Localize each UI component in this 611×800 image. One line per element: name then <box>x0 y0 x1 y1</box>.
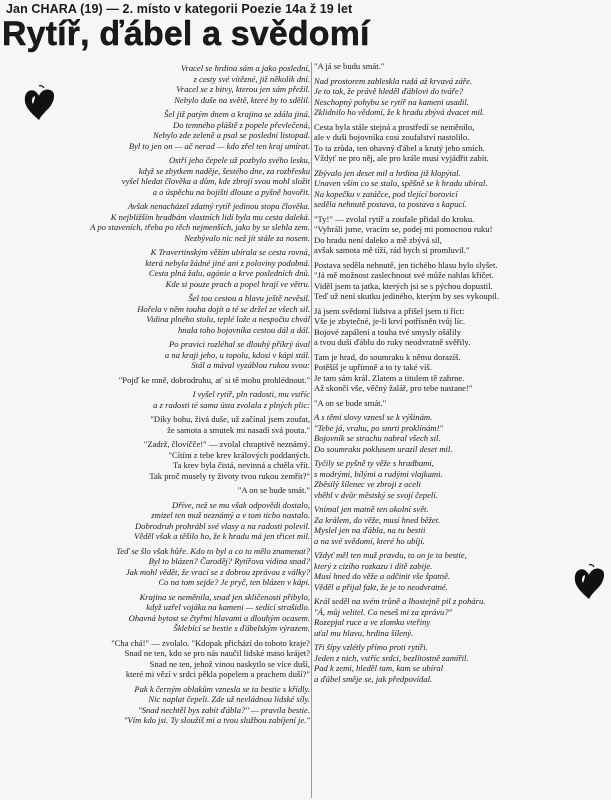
verse-line: I vyšel rytíř, pln radosti, mu vstříc <box>192 389 310 399</box>
verse-line: "Snad nechtěl bys zabít ďábla?" — pravila bestie. <box>138 704 310 715</box>
stanza <box>68 109 310 151</box>
verse-line: Tam je hrad, do soumraku k němu dorazíš. <box>314 351 461 362</box>
verse-line: Král seděl na svém trůně a lhostejně pil z poháru. <box>314 596 486 606</box>
stanza <box>68 247 310 289</box>
stanza <box>314 76 576 118</box>
stanza <box>68 63 310 105</box>
verse-line: Je tam sám král. Zlatem a titulem tě zahrne. <box>314 372 465 383</box>
poem-title: Rytíř, ďábel a svědomí <box>2 15 370 53</box>
stanza <box>314 214 576 256</box>
verse-line: Tři šípy vzlétly přímo proti rytíři. <box>314 642 428 652</box>
verse-line: Zbývalo jen deset mil a hrdina již klopýtal. <box>314 167 461 178</box>
verse-line: Kde si pouze prach a popel hrají ve větru. <box>165 278 310 289</box>
verse-line: "A on se bude smát." <box>314 397 387 408</box>
verse-line: K nejbližším hradbám vlastních lidí byla mu cesta daleká. <box>110 211 310 222</box>
verse-line: Stál a mával vyzáblou rukou svou: <box>191 360 310 370</box>
verse-line: Vracel se hrdina sám a jako poslední, <box>180 63 310 73</box>
verse-line: Avšak nenacházel zdatný rytíř jedinou stopu člověka. <box>127 201 310 211</box>
verse-line: Teď už není skutku jediného, kterým by ses vykoupil. <box>314 291 499 301</box>
verse-line: Snad ne ten, kdo se pro nás naučil lidské maso krájet? <box>124 648 310 658</box>
verse-line: uťal mu hlavu, hrdina šílený. <box>314 627 414 638</box>
stanza <box>68 155 310 197</box>
poem-left-column <box>68 63 310 730</box>
verse-line: Hořela v něm touha dojít a té se držel ze všech sil. <box>137 303 310 314</box>
stanza <box>68 375 310 386</box>
author-byline: Jan CHARA (19) — 2. místo v kategorii Poezie 14a ž 19 let <box>6 2 353 16</box>
verse-line: Šklebící se bestie s ďábelským výrazem. <box>173 623 310 633</box>
verse-line: Šel tou cestou a hlavu ještě nevěsil. <box>188 293 310 303</box>
verse-line: Nebylo zde zeleně a psal se poslední listopad. <box>152 130 310 140</box>
verse-line: Nad prostorem zableskla rudá až krvavá záře. <box>314 75 473 86</box>
verse-line: Ostří jeho čepele už pozbylo svého lesku, <box>168 155 310 165</box>
verse-line: Pad k zemi, hleděl tam, kam se ubíral <box>314 663 444 673</box>
stanza <box>314 61 576 72</box>
verse-line: Viděl jsem ta jatka, kterých jsi se s pýchou dopustil. <box>314 280 493 291</box>
heart-ornament-icon <box>572 563 606 603</box>
verse-line: a o úspěchu na bojišti dlouze a pyšně hovořit. <box>152 186 310 197</box>
stanza <box>314 306 576 348</box>
verse-line: Rozepjal ruce a ve zlomku vteřiny <box>314 617 431 627</box>
verse-line: zmizel ten muž neznámý a v tom ticho nastalo. <box>151 510 310 520</box>
verse-line: Bojovník se strachu nabral všech sil. <box>314 433 441 443</box>
verse-line: Teď se šlo však hůře. Kdo to byl a co to mělo znamenat? <box>116 545 310 556</box>
verse-line: "Vyhráli jsme, vracím se, podej mi pomocnou ruku! <box>314 224 493 234</box>
stanza <box>314 596 576 638</box>
verse-line: Nic naplat čepeli. Zde už nevládnou lidské síly. <box>148 694 310 704</box>
stanza <box>68 339 310 371</box>
verse-line: Co na tom sejde? Je pryč, ten blázen v kápi. <box>158 577 310 587</box>
verse-line: K Travertinským věžím ubírala se cesta rovná, <box>150 247 310 257</box>
verse-line: A po staveních, třeba po těch nejmenších, jako by se slehla zem. <box>90 222 310 232</box>
stanza <box>68 500 310 542</box>
verse-line: vběhl v dvůr městský se svojí čepelí. <box>314 489 438 500</box>
verse-line: které mi vězí v srdci pěkla popelem a prachem duší?" <box>125 669 310 679</box>
verse-line: Krajina se neměnila, snad jen skličenosti přibylo, <box>139 591 310 602</box>
stanza <box>68 638 310 680</box>
verse-line: když se zbytkem naděje, šestého dne, za rozbřesku <box>138 165 310 176</box>
verse-line: Vidina plného stolu, teplé lože a nespočtu chvál <box>146 314 310 324</box>
verse-line: Neschopný pohybu se rytíř na kameni usadil. <box>314 96 469 107</box>
verse-line: Ohavná bytost se čtyřmi hlavami a dlouhým ocasem. <box>128 612 310 623</box>
verse-line: avšak samota mě tíží, rád bych si promluvil." <box>314 245 470 255</box>
verse-line: Cesta plná žalu, agónie a krve posledních dnů. <box>148 268 310 278</box>
verse-line: Zklidnilo ho vědomí, že k hradu zbývá dvacet mil. <box>314 107 485 117</box>
stanza <box>68 201 310 243</box>
verse-line: Dobrodruh prohrábl své vlasy a na radosti polevil. <box>134 520 310 531</box>
column-divider <box>311 62 312 798</box>
stanza <box>314 550 576 592</box>
heart-ornament-icon <box>22 84 56 124</box>
verse-line: ale v duši bojovníka cosi zoufalství nastolilo. <box>314 132 470 142</box>
verse-line: "A on se bude smát." <box>237 485 310 495</box>
verse-line: Snad ne ten, jehož vinou naskytlo se více duší, <box>149 658 310 669</box>
verse-line: "Vím kdo jsi. Ty sloužíš mi a tvou službou zabíjení je." <box>123 715 310 725</box>
verse-line: Byl to blázen? Čaroděj? Rytířova vidina snad? <box>148 556 310 566</box>
verse-line: a na své svědomí, které ho ubíjí. <box>314 535 425 546</box>
verse-line: Tak proč musely ty životy tvou rukou zemřít?" <box>149 470 310 481</box>
verse-line: A s těmi slovy vznesl se k výšinám. <box>314 412 433 422</box>
verse-line: Potěšíš je upřímně a to ty také víš. <box>314 362 432 372</box>
verse-line: s modrými, bílými a rudými vlajkami. <box>314 468 443 479</box>
stanza <box>68 414 310 435</box>
verse-line: Unaven vším co se stalo, spěšně se k hradu ubíral. <box>314 178 488 188</box>
verse-line: "Já mě možnost zaslechnout své může nahlas křičet. <box>314 270 494 280</box>
verse-line: která nebyla žádné jiné ani z poloviny podobná. <box>145 257 310 268</box>
verse-line: Do temného pláště z popele převlečená, <box>173 119 310 130</box>
verse-line: Já jsem svědomí lidstva a přišel jsem ti říct: <box>314 305 465 316</box>
verse-line: "Ty!" — zvolal rytíř a zoufale přidal do kroku. <box>314 213 475 224</box>
verse-line: "Á, můj velitel. Co neseš mi za zprávu?" <box>314 606 453 617</box>
stanza <box>68 546 310 588</box>
verse-line: Ta krev byla čistá, nevinná a chtěla vřít. <box>172 460 310 470</box>
stanza <box>314 412 576 454</box>
stanza <box>68 439 310 481</box>
verse-line: "Cha chá!" — zvolalo. "Kdopak přichází do tohoto kraje? <box>111 637 310 648</box>
verse-line: Vše je zbytečné, je-li krví potřísněn tvůj líc. <box>314 316 466 326</box>
poem-right-column <box>314 61 576 688</box>
verse-line: Věděl a přijal fakt, že je to neodvratné. <box>314 581 448 592</box>
verse-line: "Tebe já, vrahu, po smrti proklínám!" <box>314 422 444 433</box>
verse-line: Jak mohl vědět, že vrací se z dobrou zprávou z války? <box>125 566 310 577</box>
stanza <box>68 684 310 726</box>
stanza <box>314 504 576 546</box>
verse-line: hnala toho bojovníka cestou dál a dál. <box>178 324 310 335</box>
verse-line: Vždyť ne pro něj, ale pro krále musí vyjádřit zabít. <box>314 153 489 163</box>
stanza <box>314 168 576 210</box>
verse-line: Bojové zapálení a touha tvé smysly ošálily <box>314 326 462 337</box>
verse-line: Musí hned do věže a odčinit vše špatně. <box>314 571 451 581</box>
verse-line: "Pojď ke mně, dobrodruhu, ať si tě mohu prohlédnout." <box>118 374 310 385</box>
verse-line: Po pravici rozléhal se dlouhý příkrý úval <box>169 339 310 349</box>
verse-line: "Cítím z tebe krev králových poddaných. <box>168 449 310 460</box>
verse-line: že samota a smutek mi nasadí svá pouta." <box>167 424 310 435</box>
verse-line: Vždyť měl ten muž pravdu, to on je ta bestie, <box>314 550 467 560</box>
stanza <box>314 352 576 394</box>
verse-line: Vracel se z bitvy, kterou jen sám přežil. <box>176 84 310 94</box>
stanza <box>314 260 576 302</box>
stanza <box>314 642 576 684</box>
stanza <box>68 485 310 496</box>
verse-line: "A já se budu smát." <box>314 61 385 71</box>
verse-line: Cesta byla stále stejná a prostředí se neměnilo, <box>314 121 475 132</box>
verse-line: Nezbývalo nic než jít stále za nosem. <box>184 232 310 243</box>
stanza <box>68 389 310 410</box>
verse-line: a z radosti té sama ústa zvolala z plných plic: <box>153 399 310 410</box>
verse-line: Za králem, do věže, musí hned běžet. <box>314 514 441 525</box>
verse-line: Myslel jen na ďábla, na tu bestii <box>314 525 426 535</box>
verse-line: Do soumraku poklusem urazil deset mil. <box>314 443 453 454</box>
verse-line: a na kraji jeho, u topolu, kdosi v kápi stál. <box>164 349 310 360</box>
verse-line: Na kopečku v zatáčce, pod tlející borovicí <box>314 188 458 199</box>
verse-line: Šel již patým dnem a krajina se zdála jiná. <box>164 109 310 119</box>
verse-line: Vnímal jen matně ten okolní svět. <box>314 504 429 514</box>
verse-line: Je to tak, že právě hleděl ďáblovi do tváře? <box>314 86 464 96</box>
verse-line: z cesty své vítězné, již několik dní. <box>193 73 310 84</box>
verse-line: když uzřel vojáka na kameni — sedící strašidlo. <box>146 602 310 612</box>
stanza <box>68 293 310 335</box>
verse-line: Věděl však a těšilo ho, že k hradu má jen třicet mil. <box>134 531 310 541</box>
verse-line: vyšel hledat člověka a dům, kde zbrojí svou mohl složit <box>121 176 310 186</box>
verse-line: Nebylo duše na světě, které by to sdělil. <box>174 94 310 105</box>
verse-line: a tvou duši ďáblu do ruky neodvratně svěřily. <box>314 337 471 347</box>
verse-line: Byl to jen on — ač nerad — kdo zřel ten kraj umírat. <box>128 140 310 151</box>
verse-line: Tyčily se pyšně ty věže s hradbami, <box>314 458 434 468</box>
verse-line: a ďábel směje se, jak předpovídal. <box>314 673 433 684</box>
verse-line: Zběsilý šílenec ve zbroji z oceli <box>314 479 421 489</box>
verse-line: To ta zrůda, ten ohavný ďábel a krutý jeho smích. <box>314 142 485 153</box>
stanza <box>314 458 576 500</box>
verse-line: seděla nehnutě postava, ta postava s kapucí. <box>314 199 467 209</box>
stanza <box>68 592 310 634</box>
verse-line: který z cizího rozkazu i dítě zabije. <box>314 560 433 571</box>
verse-line: Až skončí vše, věčný žalář, pro tebe nastane!" <box>314 383 473 393</box>
verse-line: Jeden z nich, vstříc srdci, bezlítostně zamířil. <box>314 652 469 663</box>
verse-line: Postava seděla nehnutě, jen tichého hlasu bylo slyšet. <box>314 259 498 270</box>
verse-line: Dříve, než se mu však odpovědi dostalo, <box>172 499 310 510</box>
verse-line: Pak k černým oblakům vznesla se ta bestie s křídly. <box>134 683 310 694</box>
verse-line: Do hradu není daleko a mě zbývá sil, <box>314 234 442 245</box>
stanza <box>314 398 576 409</box>
verse-line: "Díky bohu, živá duše, už začínal jsem zoufat, <box>150 414 310 424</box>
stanza <box>314 122 576 164</box>
verse-line: "Zadrž, človíčče!" — zvolal chraptivě neznámý. <box>143 439 310 449</box>
